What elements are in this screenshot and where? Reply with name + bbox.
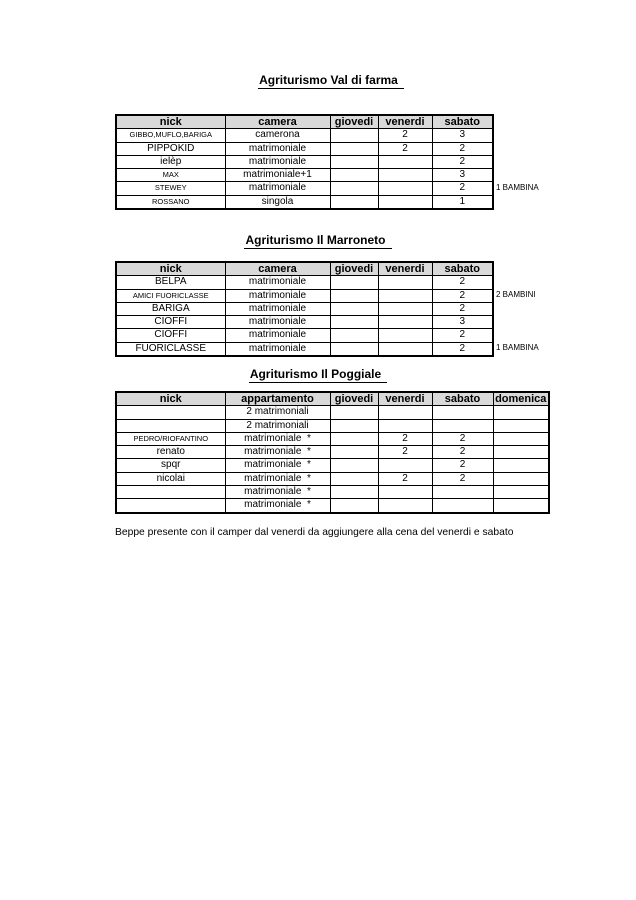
cell-giovedi xyxy=(330,329,378,342)
table-il-poggiale xyxy=(115,391,550,514)
cell-giovedi xyxy=(330,432,378,445)
cell-sabato xyxy=(432,499,493,513)
table1-header-row xyxy=(116,115,493,129)
table-row xyxy=(116,486,549,499)
cell-camera: matrimoniale xyxy=(225,289,330,302)
side-note-bambini: 2 BAMBINI xyxy=(496,290,536,299)
table3-col-domenica: domenica xyxy=(493,392,549,406)
cell-appartamento: matrimoniale * xyxy=(225,446,330,459)
side-note-bambina-2: 1 BAMBINA xyxy=(496,343,539,352)
cell-nick xyxy=(116,499,225,513)
cell-giovedi xyxy=(330,406,378,419)
table2-col-giovedi: giovedi xyxy=(330,262,378,276)
cell-camera: matrimoniale xyxy=(225,316,330,329)
table-row xyxy=(116,459,549,472)
cell-giovedi xyxy=(330,129,378,142)
table3-header-row xyxy=(116,392,549,406)
cell-venerdi xyxy=(378,182,432,195)
cell-nick: CIOFFI xyxy=(116,316,225,329)
cell-domenica xyxy=(493,446,549,459)
table1-col-sabato: sabato xyxy=(432,115,493,129)
cell-giovedi xyxy=(330,289,378,302)
cell-sabato xyxy=(432,406,493,419)
table-row xyxy=(116,342,493,356)
table3-col-nick: nick xyxy=(116,392,225,406)
cell-sabato: 2 xyxy=(432,472,493,485)
cell-giovedi xyxy=(330,195,378,209)
cell-domenica xyxy=(493,459,549,472)
table2-header-row xyxy=(116,262,493,276)
cell-giovedi xyxy=(330,302,378,315)
table-row xyxy=(116,142,493,155)
cell-sabato: 2 xyxy=(432,276,493,289)
cell-nick: BARIGA xyxy=(116,302,225,315)
cell-appartamento: matrimoniale * xyxy=(225,499,330,513)
cell-nick: spqr xyxy=(116,459,225,472)
cell-camera: singola xyxy=(225,195,330,209)
cell-nick xyxy=(116,406,225,419)
table-row xyxy=(116,316,493,329)
cell-camera: matrimoniale xyxy=(225,155,330,168)
cell-sabato: 2 xyxy=(432,446,493,459)
table-row xyxy=(116,329,493,342)
cell-venerdi xyxy=(378,459,432,472)
cell-venerdi xyxy=(378,302,432,315)
cell-venerdi xyxy=(378,342,432,356)
cell-sabato: 2 xyxy=(432,459,493,472)
cell-venerdi xyxy=(378,195,432,209)
table-row xyxy=(116,276,493,289)
cell-sabato: 3 xyxy=(432,169,493,182)
cell-camera: matrimoniale xyxy=(225,182,330,195)
table-row xyxy=(116,472,549,485)
cell-giovedi xyxy=(330,446,378,459)
cell-nick xyxy=(116,419,225,432)
cell-domenica xyxy=(493,486,549,499)
cell-nick: PEDRO/RIOFANTINO xyxy=(116,432,225,445)
cell-sabato: 3 xyxy=(432,129,493,142)
cell-nick: renato xyxy=(116,446,225,459)
cell-venerdi: 2 xyxy=(378,446,432,459)
cell-camera: matrimoniale xyxy=(225,302,330,315)
cell-appartamento: matrimoniale * xyxy=(225,486,330,499)
cell-nick: nicolai xyxy=(116,472,225,485)
table1-col-nick: nick xyxy=(116,115,225,129)
cell-sabato: 2 xyxy=(432,142,493,155)
cell-venerdi: 2 xyxy=(378,472,432,485)
cell-domenica xyxy=(493,406,549,419)
cell-giovedi xyxy=(330,459,378,472)
table2-col-nick: nick xyxy=(116,262,225,276)
cell-giovedi xyxy=(330,472,378,485)
cell-venerdi xyxy=(378,276,432,289)
cell-nick: MAX xyxy=(116,169,225,182)
cell-giovedi xyxy=(330,276,378,289)
cell-sabato: 3 xyxy=(432,316,493,329)
cell-nick: AMICI FUORICLASSE xyxy=(116,289,225,302)
table2-col-venerdi: venerdi xyxy=(378,262,432,276)
cell-venerdi: 2 xyxy=(378,432,432,445)
cell-appartamento: matrimoniale * xyxy=(225,432,330,445)
cell-domenica xyxy=(493,432,549,445)
table-row xyxy=(116,169,493,182)
footer-note: Beppe presente con il camper dal venerdi da aggiungere alla cena del venerdi e sabato xyxy=(115,527,514,538)
cell-venerdi xyxy=(378,406,432,419)
cell-appartamento: matrimoniale * xyxy=(225,459,330,472)
cell-giovedi xyxy=(330,342,378,356)
cell-sabato: 2 xyxy=(432,302,493,315)
cell-appartamento: 2 matrimoniali xyxy=(225,406,330,419)
cell-sabato xyxy=(432,419,493,432)
table-row xyxy=(116,419,549,432)
cell-venerdi xyxy=(378,329,432,342)
cell-nick: CIOFFI xyxy=(116,329,225,342)
table-row xyxy=(116,499,549,513)
cell-giovedi xyxy=(330,499,378,513)
cell-giovedi xyxy=(330,419,378,432)
table2-col-sabato: sabato xyxy=(432,262,493,276)
cell-nick: GIBBO,MUFLO,BARIGA xyxy=(116,129,225,142)
cell-sabato: 2 xyxy=(432,182,493,195)
table1-title-text: Agriturismo Val di farma xyxy=(258,73,404,89)
table1-col-camera: camera xyxy=(225,115,330,129)
cell-camera: matrimoniale+1 xyxy=(225,169,330,182)
table1-col-venerdi: venerdi xyxy=(378,115,432,129)
cell-venerdi xyxy=(378,486,432,499)
cell-sabato: 2 xyxy=(432,432,493,445)
side-note-bambina-1: 1 BAMBINA xyxy=(496,183,539,192)
table-row xyxy=(116,446,549,459)
cell-venerdi: 2 xyxy=(378,129,432,142)
cell-domenica xyxy=(493,472,549,485)
cell-venerdi xyxy=(378,419,432,432)
cell-giovedi xyxy=(330,169,378,182)
table-row xyxy=(116,289,493,302)
cell-venerdi: 2 xyxy=(378,142,432,155)
table2-title-text: Agriturismo Il Marroneto xyxy=(244,233,391,249)
cell-venerdi xyxy=(378,155,432,168)
table1-title xyxy=(0,73,636,89)
table-row xyxy=(116,155,493,168)
cell-nick: PIPPOKID xyxy=(116,142,225,155)
cell-nick xyxy=(116,486,225,499)
cell-sabato: 2 xyxy=(432,289,493,302)
cell-sabato: 2 xyxy=(432,155,493,168)
cell-nick: ROSSANO xyxy=(116,195,225,209)
cell-nick: BELPA xyxy=(116,276,225,289)
table-row xyxy=(116,182,493,195)
cell-camera: matrimoniale xyxy=(225,329,330,342)
cell-domenica xyxy=(493,499,549,513)
cell-appartamento: matrimoniale * xyxy=(225,472,330,485)
table-row xyxy=(116,195,493,209)
cell-venerdi xyxy=(378,499,432,513)
table-row xyxy=(116,302,493,315)
table-row xyxy=(116,432,549,445)
table3-title-text: Agriturismo Il Poggiale xyxy=(249,367,387,383)
cell-giovedi xyxy=(330,316,378,329)
cell-camera: matrimoniale xyxy=(225,142,330,155)
table-il-marroneto xyxy=(115,261,494,357)
cell-camera: camerona xyxy=(225,129,330,142)
cell-venerdi xyxy=(378,169,432,182)
cell-domenica xyxy=(493,419,549,432)
table-row xyxy=(116,129,493,142)
cell-venerdi xyxy=(378,316,432,329)
table3-col-sabato: sabato xyxy=(432,392,493,406)
cell-sabato: 1 xyxy=(432,195,493,209)
cell-sabato: 2 xyxy=(432,342,493,356)
cell-giovedi xyxy=(330,486,378,499)
table2-title xyxy=(0,233,636,249)
cell-appartamento: 2 matrimoniali xyxy=(225,419,330,432)
cell-giovedi xyxy=(330,142,378,155)
table-row xyxy=(116,406,549,419)
table3-col-giovedi: giovedi xyxy=(330,392,378,406)
table-val-di-farma xyxy=(115,114,494,210)
table1-col-giovedi: giovedi xyxy=(330,115,378,129)
cell-giovedi xyxy=(330,182,378,195)
cell-nick: STEWEY xyxy=(116,182,225,195)
cell-camera: matrimoniale xyxy=(225,342,330,356)
cell-nick: FUORICLASSE xyxy=(116,342,225,356)
table3-col-venerdi: venerdi xyxy=(378,392,432,406)
table2-col-camera: camera xyxy=(225,262,330,276)
cell-sabato: 2 xyxy=(432,329,493,342)
cell-giovedi xyxy=(330,155,378,168)
table3-title xyxy=(0,367,636,383)
cell-sabato xyxy=(432,486,493,499)
cell-camera: matrimoniale xyxy=(225,276,330,289)
cell-venerdi xyxy=(378,289,432,302)
table3-col-appartamento: appartamento xyxy=(225,392,330,406)
cell-nick: ielèp xyxy=(116,155,225,168)
